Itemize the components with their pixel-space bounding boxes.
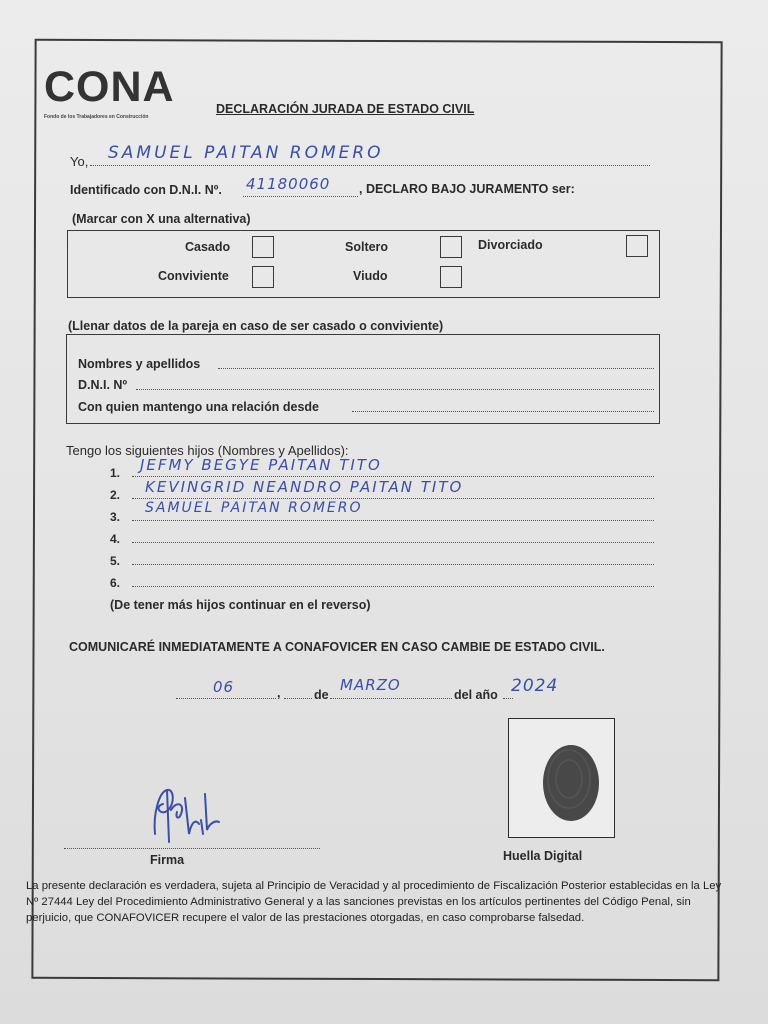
name-line bbox=[90, 165, 650, 166]
child-line[interactable] bbox=[132, 586, 654, 587]
children-heading: Tengo los siguientes hijos (Nombres y Apellidos): bbox=[66, 443, 349, 458]
yo-label: Yo, bbox=[70, 154, 89, 169]
child-line[interactable] bbox=[132, 542, 654, 543]
partner-relation-label: Con quien mantengo una relación desde bbox=[78, 400, 320, 414]
child-name[interactable]: SAMUEL PAITAN ROMERO bbox=[145, 500, 363, 516]
child-number: 3. bbox=[110, 510, 121, 524]
legal-disclaimer: La presente declaración es verdadera, sujeta al Principio de Veracidad y al procedimiento de Fiscalización Posterior establecidas en la Ley Nº 27444 Ley del Procedimiento Administrativo General y a las sanciones previstas en los artículos pertinentes del Código Penal, sin perjuicio, que CONAFOVICER recupere el valor de las prestaciones otorgadas, en caso comprobarse falsedad. bbox=[26, 880, 722, 924]
fingerprint-box[interactable] bbox=[508, 718, 615, 838]
child-line[interactable] bbox=[132, 564, 654, 565]
date-spacer-line bbox=[284, 698, 312, 699]
partner-relation-field[interactable] bbox=[352, 411, 654, 412]
option-casado-label: Casado bbox=[185, 240, 231, 254]
marital-instruction: (Marcar con X una alternativa) bbox=[72, 212, 251, 226]
signature-label: Firma bbox=[150, 853, 185, 867]
fingerprint-mark bbox=[509, 719, 613, 836]
child-number: 5. bbox=[110, 554, 121, 568]
declarant-dni[interactable]: 41180060 bbox=[246, 175, 331, 193]
option-viudo-label: Viudo bbox=[353, 269, 388, 283]
signature-scribble bbox=[145, 784, 230, 846]
document-title: DECLARACIÓN JURADA DE ESTADO CIVIL bbox=[216, 102, 475, 116]
partner-instruction: (Llenar datos de la pareja en caso de ser casado o conviviente) bbox=[68, 319, 444, 333]
year-line bbox=[503, 698, 513, 699]
child-number: 2. bbox=[110, 488, 121, 502]
checkbox-conviviente[interactable] bbox=[252, 266, 274, 288]
child-number: 6. bbox=[110, 576, 121, 590]
date-year[interactable]: 2024 bbox=[511, 676, 559, 696]
child-line bbox=[132, 520, 654, 521]
child-line bbox=[132, 498, 654, 499]
date-de-label: de bbox=[314, 688, 329, 702]
change-notice: COMUNICARÉ INMEDIATAMENTE A CONAFOVICER EN CASO CAMBIE DE ESTADO CIVIL. bbox=[69, 640, 605, 654]
declaro-text: , DECLARO BAJO JURAMENTO ser: bbox=[359, 182, 575, 196]
logo: CONA bbox=[44, 63, 175, 111]
date-year-label: del año bbox=[454, 688, 498, 702]
child-name[interactable]: JEFMY BEGYE PAITAN TITO bbox=[140, 456, 382, 474]
signature-line bbox=[64, 848, 320, 849]
checkbox-soltero[interactable] bbox=[440, 236, 462, 258]
dni-line bbox=[243, 196, 358, 197]
option-divorciado-label: Divorciado bbox=[478, 238, 543, 252]
partner-dni-label: D.N.I. Nº bbox=[78, 378, 128, 392]
checkbox-casado[interactable] bbox=[252, 236, 274, 258]
option-conviviente-label: Conviviente bbox=[158, 269, 229, 283]
logo-subtitle: Fondo de los Trabajadores en Construcción bbox=[44, 114, 149, 120]
date-comma: , bbox=[277, 686, 281, 700]
form-border bbox=[31, 39, 722, 981]
date-month[interactable]: MARZO bbox=[340, 676, 401, 694]
dni-label: Identificado con D.N.I. Nº. bbox=[70, 183, 222, 197]
fingerprint-label: Huella Digital bbox=[503, 849, 583, 863]
option-soltero-label: Soltero bbox=[345, 240, 389, 254]
child-line bbox=[132, 476, 654, 477]
child-number: 1. bbox=[110, 466, 121, 480]
day-line bbox=[176, 698, 276, 699]
declarant-name[interactable]: SAMUEL PAITAN ROMERO bbox=[108, 143, 384, 163]
date-day[interactable]: 06 bbox=[213, 678, 235, 696]
children-note: (De tener más hijos continuar en el reverso) bbox=[110, 598, 371, 612]
checkbox-viudo[interactable] bbox=[440, 266, 462, 288]
checkbox-divorciado[interactable] bbox=[626, 235, 648, 257]
partner-names-field[interactable] bbox=[218, 368, 654, 369]
partner-names-label: Nombres y apellidos bbox=[78, 357, 201, 371]
child-number: 4. bbox=[110, 532, 121, 546]
child-name[interactable]: KEVINGRID NEANDRO PAITAN TITO bbox=[145, 478, 464, 496]
partner-dni-field[interactable] bbox=[136, 389, 654, 390]
month-line bbox=[330, 698, 452, 699]
